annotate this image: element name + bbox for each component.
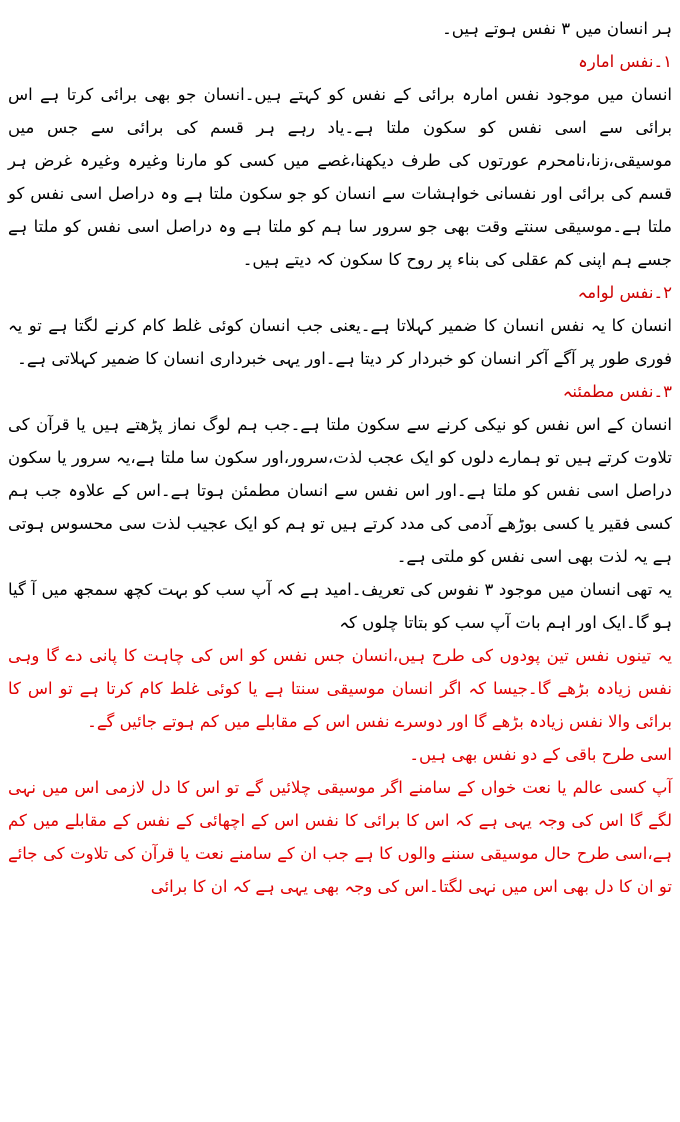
- section-3-heading: ۳۔نفس مطمئنہ: [562, 382, 672, 401]
- section-3-body: انسان کے اس نفس کو نیکی کرنے سے سکون ملتا ہے۔جب ہم لوگ نماز پڑھتے ہیں یا قرآن کی تلاوت کرتے ہیں تو ہمارے دلوں کو ایک عجب لذت،سرور،اور سکون سا ملتا ہے،یہ سرور یا سکون دراصل اسی نفس کو ملتا ہے۔اور اس نفس سے انسان مطمئن ہوتا ہے۔اس کے علاوہ جب ہم کسی فقیر یا کسی بوڑھے آدمی کی مدد کرتے ہیں تو ہم کو ایک عجیب لذت سی محسوس ہوتی ہے یہ لذت بھی اسی نفس کو ملتی ہے۔: [8, 415, 672, 566]
- section-2-body: انسان کا یہ نفس انسان کا ضمیر کہلاتا ہے۔یعنی جب انسان کوئی غلط کام کرنے لگتا ہے تو یہ فوری طور پر آگے آکر انسان کو خبردار کر دیتا ہے۔اور یہی خبرداری انسان کا ضمیر کہلاتی ہے۔: [8, 316, 672, 368]
- section-1-body: انسان میں موجود نفس امارہ برائی کے نفس کو کہتے ہیں۔انسان جو بھی برائی کرتا ہے اس برائی سے اسی نفس کو سکون ملتا ہے۔یاد رہے ہر قسم کی برائی سے جس میں موسیقی،زنا،نامحرم عورتوں کی طرف دیکھنا،غصے میں کسی کو مارنا وغیرہ وغیرہ غرض ہر قسم کی برائی اور نفسانی خواہشات سے انسان کو جو سکون ملتا ہے وہ دراصل اسی نفس کو ملتا ہے۔موسیقی سنتے وقت بھی جو سرور سا ہم کو ملتا ہے وہ دراصل اسی نفس کو ملتا ہے جسے ہم اپنی کم عقلی کی بناء پر روح کا سکون کہ دیتے ہیں۔: [8, 85, 672, 269]
- summary-text: یہ تھی انسان میں موجود ۳ نفوس کی تعریف۔امید ہے کہ آپ سب کو بہت کچھ سمجھ میں آ گیا ہو گا۔ایک اور اہم بات آپ سب کو بتاتا چلوں کہ: [8, 580, 672, 632]
- highlight-paragraph-3: آپ کسی عالم یا نعت خواں کے سامنے اگر موسیقی چلائیں گے تو اس کا دل لازمی اس میں نہی لگے گا اس کی وجہ یہی ہے کہ اس کا برائی کا نفس اس کے اچھائی کے نفس کے مقابلے میں کم ہے،اسی طرح حال موسیقی سننے والوں کا ہے جب ان کے سامنے نعت یا قرآن کی تلاوت کی جائے تو ان کا دل بھی اس میں نہی لگتا۔اس کی وجہ بھی یہی ہے کہ ان کا برائی: [8, 778, 672, 896]
- section-1-heading: ۱۔نفس امارہ: [578, 52, 672, 71]
- highlight-paragraph-2: اسی طرح باقی کے دو نفس بھی ہیں۔: [409, 745, 672, 764]
- highlight-paragraph-1: یہ تینوں نفس تین پودوں کی طرح ہیں،انسان جس نفس کو اس کی چاہت کا پانی دے گا وہی نفس زیادہ بڑھے گا۔جیسا کہ اگر انسان موسیقی سنتا ہے یا کوئی غلط کام کرتا ہے تو اس کا برائی والا نفس زیادہ بڑھے گا اور دوسرے نفس اس کے مقابلے میں کم ہوتے جائیں گے۔: [8, 646, 672, 731]
- intro-text: ہر انسان میں ۳ نفس ہوتے ہیں۔: [442, 19, 672, 38]
- section-2-heading: ۲۔نفس لوامہ: [577, 283, 672, 302]
